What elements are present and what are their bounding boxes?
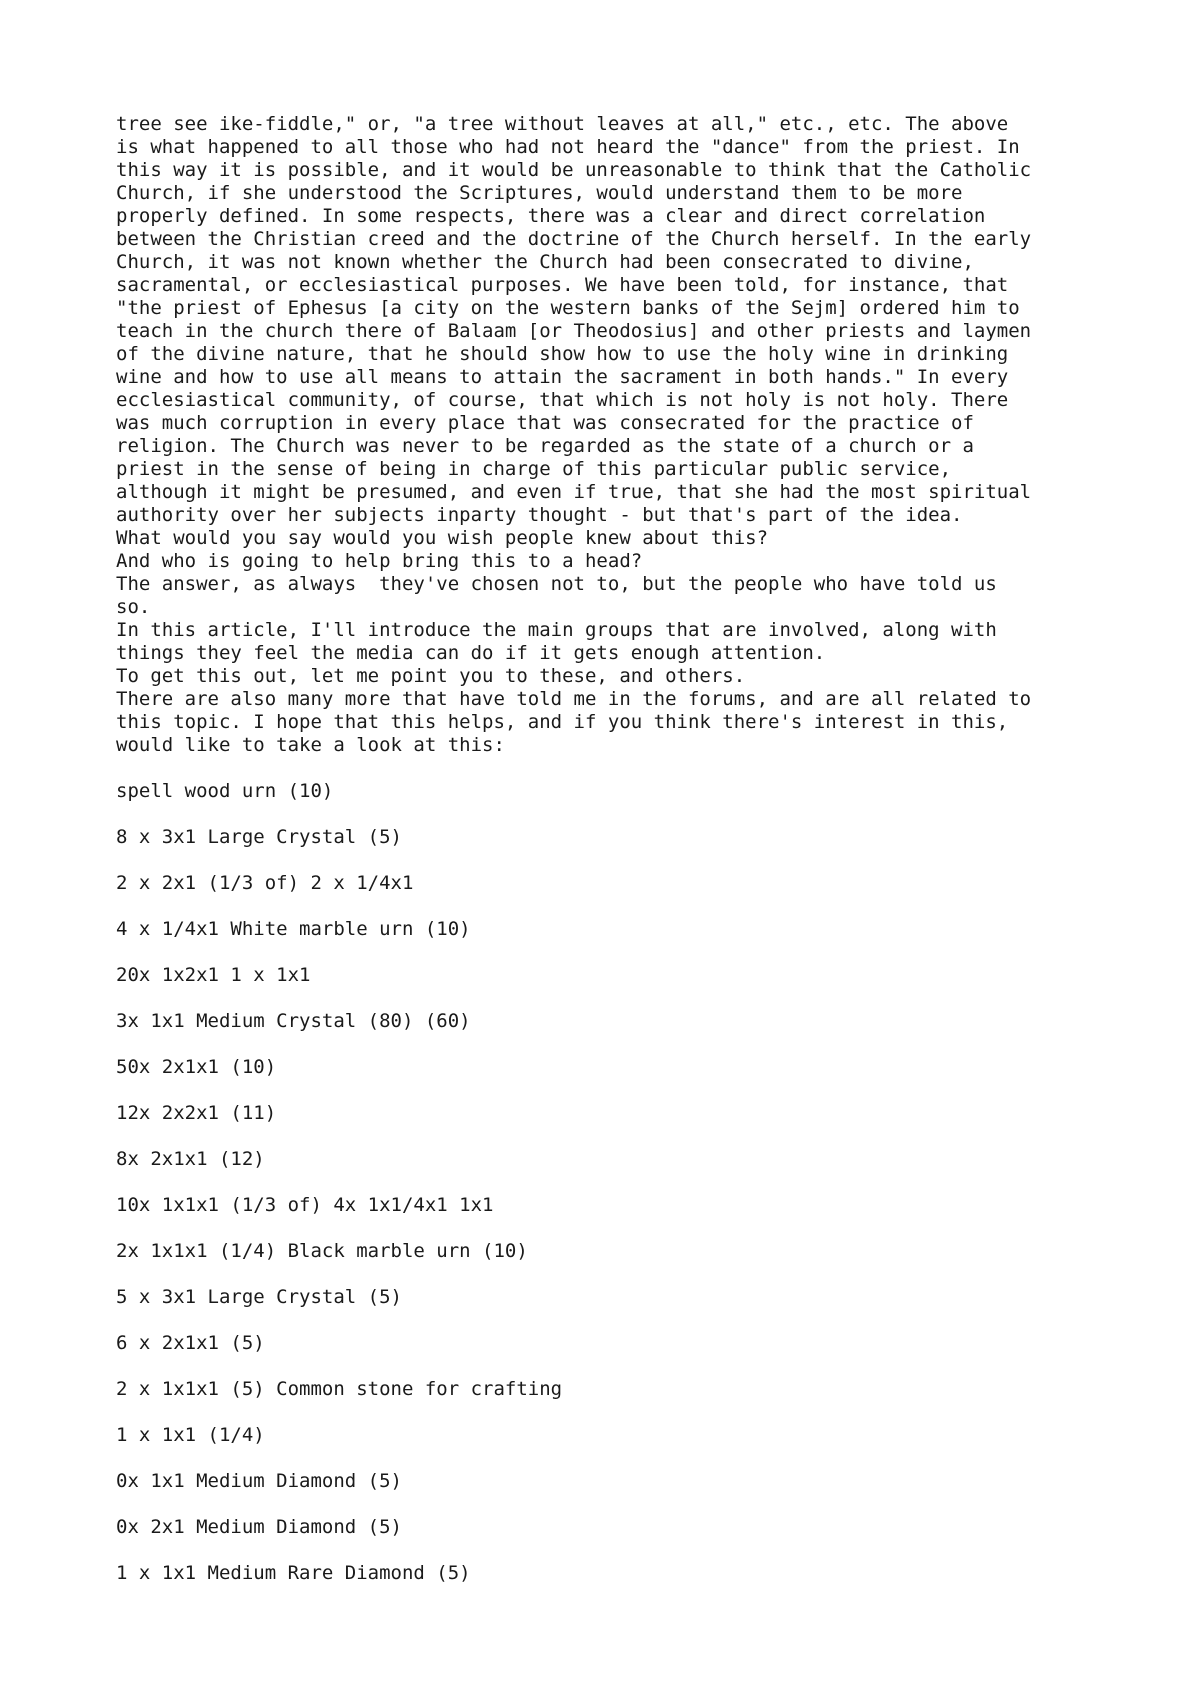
list-item: 2 x 2x1 (1/3 of) 2 x 1/4x1 [116, 872, 414, 894]
text-line: was much corruption in every place that was consecrated for the practice of [116, 412, 974, 434]
text-line: this way it is possible, and it would be unreasonable to think that the Catholic [116, 159, 1032, 181]
list-item: spell wood urn (10) [116, 780, 334, 802]
text-line: wine and how to use all means to attain the sacrament in both hands." In every [116, 366, 1009, 388]
list-item: 2x 1x1x1 (1/4) Black marble urn (10) [116, 1240, 528, 1262]
text-line: so. [116, 596, 151, 618]
text-line: is what happened to all those who had not heard the "dance" from the priest. In [116, 136, 1020, 158]
list-item: 50x 2x1x1 (10) [116, 1056, 277, 1078]
text-line: Church, it was not known whether the Church had been consecrated to divine, [116, 251, 974, 273]
list-item: 0x 1x1 Medium Diamond (5) [116, 1470, 402, 1492]
text-line: tree see ike-fiddle," or, "a tree without leaves at all," etc., etc. The above [116, 113, 1009, 135]
list-item: 6 x 2x1x1 (5) [116, 1332, 265, 1354]
text-line: sacramental, or ecclesiastical purposes. We have been told, for instance, that [116, 274, 1009, 296]
document-page [116, 113, 1116, 1608]
list-item: 12x 2x2x1 (11) [116, 1102, 277, 1124]
text-line: There are also many more that have told me in the forums, and are all related to [116, 688, 1032, 710]
text-line: properly defined. In some respects, there was a clear and direct correlation [116, 205, 986, 227]
text-line: authority over her subjects inparty thought - but that's part of the idea. [116, 504, 963, 526]
text-line: And who is going to help bring this to a head? [116, 550, 643, 572]
list-item: 8x 2x1x1 (12) [116, 1148, 265, 1170]
list-item: 1 x 1x1 (1/4) [116, 1424, 265, 1446]
text-line: teach in the church there of Balaam [or Theodosius] and other priests and laymen [116, 320, 1032, 342]
list-item: 20x 1x2x1 1 x 1x1 [116, 964, 311, 986]
list-item: 3x 1x1 Medium Crystal (80) (60) [116, 1010, 471, 1032]
text-line: The answer, as always they've chosen not to, but the people who have told us [116, 573, 997, 595]
body-paragraph [116, 113, 1116, 757]
text-line: ecclesiastical community, of course, that which is not holy is not holy. There [116, 389, 1009, 411]
text-line: Church, if she understood the Scriptures, would understand them to be more [116, 182, 963, 204]
list-item: 1 x 1x1 Medium Rare Diamond (5) [116, 1562, 471, 1584]
text-line: religion. The Church was never to be regarded as the state of a church or a [116, 435, 974, 457]
text-line: What would you say would you wish people knew about this? [116, 527, 769, 549]
list-item: 8 x 3x1 Large Crystal (5) [116, 826, 402, 848]
list-item: 4 x 1/4x1 White marble urn (10) [116, 918, 471, 940]
text-line: priest in the sense of being in charge of this particular public service, [116, 458, 952, 480]
text-line: would like to take a look at this: [116, 734, 505, 756]
text-line: In this article, I'll introduce the main groups that are involved, along with [116, 619, 997, 641]
text-line: "the priest of Ephesus [a city on the western banks of the Sejm] ordered him to [116, 297, 1020, 319]
list-item: 10x 1x1x1 (1/3 of) 4x 1x1/4x1 1x1 [116, 1194, 494, 1216]
text-line: between the Christian creed and the doctrine of the Church herself. In the early [116, 228, 1032, 250]
text-line: things they feel the media can do if it gets enough attention. [116, 642, 826, 664]
text-line: To get this out, let me point you to these, and others. [116, 665, 746, 687]
list-item: 5 x 3x1 Large Crystal (5) [116, 1286, 402, 1308]
list-item: 0x 2x1 Medium Diamond (5) [116, 1516, 402, 1538]
item-list [116, 780, 1116, 1585]
text-line: although it might be presumed, and even if true, that she had the most spiritual [116, 481, 1032, 503]
list-item: 2 x 1x1x1 (5) Common stone for crafting [116, 1378, 563, 1400]
text-line: this topic. I hope that this helps, and if you think there's interest in this, [116, 711, 1009, 733]
text-line: of the divine nature, that he should show how to use the holy wine in drinking [116, 343, 1009, 365]
